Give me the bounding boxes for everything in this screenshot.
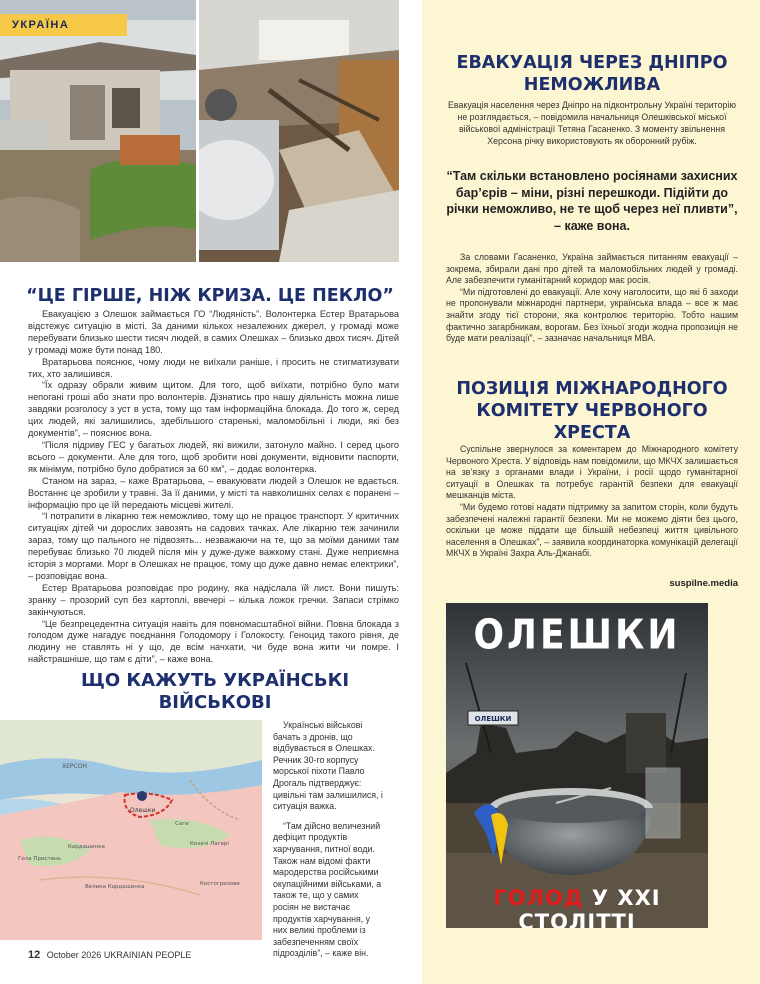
- poster-title: ОЛЕШКИ: [473, 611, 681, 660]
- poster-oleshky-hunger: [446, 603, 708, 928]
- military-body: [273, 720, 383, 960]
- evacuation-paragraph: За словами Гасаненко, Україна займається питанням евакуації – зокрема, збирали дані про дітей та маломобільних людей у громаді. Але забезпечити гуманітарний коридор має росія.: [446, 252, 738, 286]
- poster-subtitle-white: У XXI СТОЛІТТІ: [518, 886, 661, 928]
- evacuation-paragraph: “Ми підготовлені до евакуації. Але хочу наголосити, що які б заходи не пропонували міжнародні партнери, українська влада – все ж має знайти згоду тієї сторони, яка контролює територію. Тобто нашим фактично загарбникам, ворогам. Без їхньої згоди жодна пропозиція не буде мати реалізації”, – зазначає начальниця МВА.: [446, 286, 738, 344]
- article-body: [28, 309, 399, 666]
- redcross-heading: ПОЗИЦІЯ МІЖНАРОДНОГО КОМІТЕТУ ЧЕРВОНОГО ХРЕСТА: [456, 379, 728, 443]
- evacuation-intro: Евакуація населення через Дніпро на підконтрольну Україні територію не розглядається, – повідомила начальниця Олешківської міської військової адміністрації Тетяна Гасаненко. З моменту звільнення Херсона річку використовують як оборонний рубіж.: [448, 100, 736, 146]
- article-paragraph: Естер Вратарьова розповідає про родину, яка надіслала їй лист. Вони пишуть: зранку – прозорий суп без картоплі, ввечері – кілька ложок гречки. Запаси стрімко закінчуються.: [28, 582, 399, 617]
- map-label-hola-prystan: Гола Пристань: [18, 856, 61, 862]
- article-paragraph: “Їх одразу обрали живим щитом. Для того, щоб виїхати, потрібно було мати непогані гроші або знати про волонтерів. Дізнатись про нашу діяльність можна лише завдяки розголосу з уст в уста, тому що там інформаційна блокада. До того ж, серед цих людей, які залишились, здебільшого старенькі, маломобільні і люди, які без документів”, – пояснює вона.: [28, 380, 399, 439]
- article-paragraph: “Після підриву ГЕС у багатьох людей, які вижили, затонуло майно. І серед цього всього – документи. Але для того, щоб зробити нові документи, відновити паспорти, як мінімум, потрібно було добратися за 60 км”, – додає волонтерка.: [28, 439, 399, 474]
- poster-subtitle: [446, 886, 708, 928]
- article-paragraph: Евакуацією з Олешок займається ГО “Людяність”. Волонтерка Естер Вратарьова відстежує ситуацію в місті. За даними кількох незалежних джерел, у громаді може перебувати близько шести тисяч людей, в самих Олешках – близько двох тисяч. Дітей у громаді може бути понад 180.: [28, 309, 399, 355]
- military-heading: ЩО КАЖУТЬ УКРАЇНСЬКІ ВІЙСЬКОВІ: [80, 670, 350, 713]
- map-label-sahy: Саги: [175, 821, 189, 827]
- photo-destroyed-house: [0, 0, 196, 262]
- map-label-oleshky: Олешки: [130, 807, 156, 814]
- redcross-paragraph: “Ми будемо готові надати підтримку за запитом сторін, коли будуть забезпечені належні гарантії безпеки. Ми не можемо діяти без цього, оскільки це може піддати ще більшій небезпеці життя цивільного населення в Олешках”, – заявила координаторка комунікацій делегації МКЧХ в Україні Захра Аль-Джанабі.: [446, 501, 738, 559]
- article-heading: “ЦЕ ГІРШЕ, НІЖ КРИЗА. ЦЕ ПЕКЛО”: [26, 286, 394, 306]
- map-label-kherson: ХЕРСОН: [62, 763, 87, 770]
- issue-date: October 2026: [46, 950, 102, 960]
- page-number: 12: [28, 949, 41, 961]
- poster-sign: ОЛЕШКИ: [474, 715, 512, 723]
- article-paragraph: “Це безпрецедентна ситуація навіть для повномасштабної війни. Повна блокада з голодом дуже нагадує поєднання Голодомору і Голокосту. Геноцид такого рівня, де людину не ставлять ні у що, де всім начхати, чи буде вона жити чи помре. І найстрашніше, що там є діти”, – каже вона.: [28, 618, 399, 665]
- map-label-kardashynka: Кардашинка: [68, 844, 105, 850]
- map-label-kostohryzove: Костогризове: [200, 881, 240, 887]
- map-label-velyka-kardashynka: Велика Кардашинка: [85, 884, 145, 890]
- photo-damaged-garage: [199, 0, 399, 262]
- article-paragraph: “І потрапити в лікарню теж неможливо, тому що не працює транспорт. У критичних ситуаціях дітей чи дорослих завозять на садових тачках. Але лікарню теж зачинили зараз, тому що пального не підвозять... незважаючи на те, що за моїми даними там перебуває близько 70 людей після мін у дуже-дуже важкому стані. Дуже неприємна історія з моргами. Морг в Олешках не працює, тому що дуже давно немає електрики”, – розповідає вона.: [28, 511, 399, 581]
- page-footer: [28, 949, 191, 961]
- evacuation-heading: ЕВАКУАЦІЯ ЧЕРЕЗ ДНІПРО НЕМОЖЛИВА: [456, 53, 728, 95]
- military-paragraph: “Там дійсно величезний дефіцит продуктів харчування, питної води. Також нам відомі факти мародерства російськими окупаційними військами, а також те, що у самих росіян не вистачає продуктів харчування, у них великі проблеми із забезпеченням своїх підрозділів”, – каже він.: [273, 820, 382, 959]
- evacuation-body: [446, 252, 738, 345]
- pull-quote: “Там скільки встановлено росіянами захисних бар’єрів – міни, різні перешкоди. Підійти до річки неможливо, не те щоб через неї пливти”, – каже вона.: [446, 169, 738, 233]
- map-kherson-region: [0, 720, 262, 940]
- military-paragraph: Українські військові бачать з дронів, що відбувається в Олешках. Речник 30-го корпусу морської піхоти Павло Дрогаль підтверджує: цивільні там залишилися, і ситуація важка.: [273, 720, 383, 812]
- poster-subtitle-red: ГОЛОД: [493, 886, 584, 910]
- map-label-kozachi-laheri: Козачі Лагері: [190, 841, 229, 847]
- article-paragraph: Вратарьова пояснює, чому люди не виїхали раніше, і просить не стигматизувати тих, хто залишився.: [28, 356, 399, 379]
- source-credit: suspilne.media: [669, 578, 738, 589]
- redcross-paragraph: Суспільне звернулося за коментарем до Міжнародного комітету Червоного Хреста. У відповідь нам повідомили, що МКЧХ залишається на зв’язку з органами влади і України, і росії щодо гуманітарної ситуації в Олешках та потребує гарантій безпеки для евакуації мешканців міста.: [446, 444, 738, 501]
- section-tag: УКРАЇНА: [0, 14, 127, 36]
- magazine-name: UKRAINIAN PEOPLE: [103, 950, 192, 960]
- redcross-body: [446, 444, 738, 560]
- article-paragraph: Станом на зараз, – каже Вратарьова, – евакуювати людей з Олешок не вдається. Востаннє це зробили у травні. За її даними, у місті та навколишніх селах є поранені – інформацію про це їй передають місцеві жителі.: [28, 475, 399, 510]
